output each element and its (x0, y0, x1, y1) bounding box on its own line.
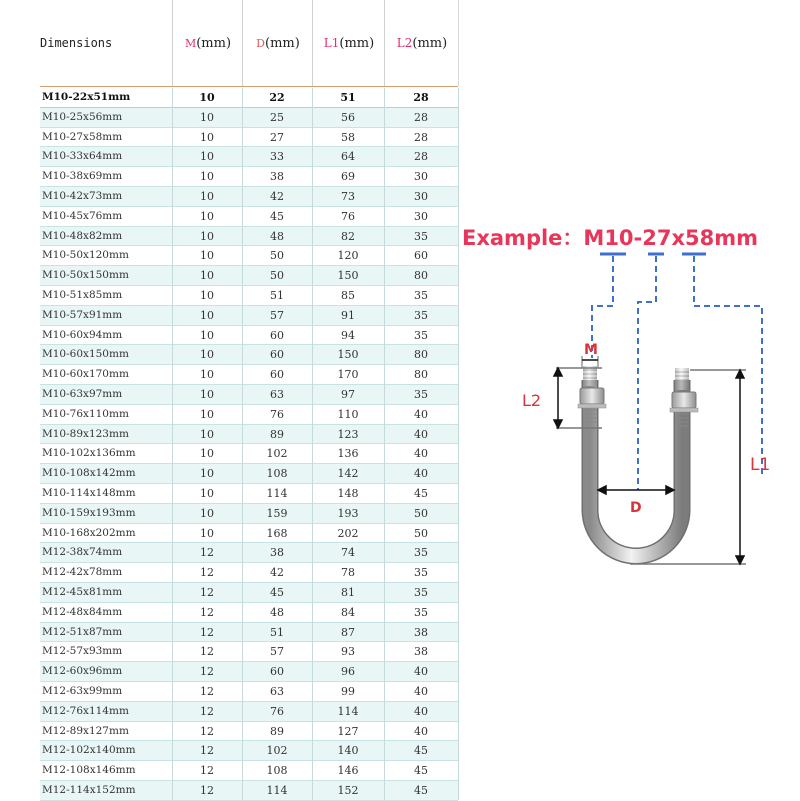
dimension-cell: M12-38x74mm (42, 546, 123, 559)
m-cell: 10 (200, 447, 214, 461)
dimension-cell: M12-108x146mm (42, 764, 136, 777)
m-cell: 10 (200, 229, 214, 243)
d-cell: 50 (270, 269, 284, 283)
l2-cell: 28 (413, 91, 429, 104)
l1-cell: 120 (337, 249, 359, 263)
l2-cell: 35 (414, 585, 428, 599)
table-row (40, 781, 458, 801)
l2-cell: 38 (414, 645, 428, 659)
dimensions-table (40, 88, 458, 801)
l1-cell: 81 (341, 585, 355, 599)
table-row (40, 187, 458, 207)
label-l1: L1 (750, 455, 771, 475)
dimension-cell: M10-33x64mm (42, 150, 123, 163)
u-bolt-diagram (480, 240, 800, 600)
l2-cell: 28 (414, 130, 428, 144)
dimension-cell: M10-60x94mm (42, 328, 123, 341)
d-cell: 42 (270, 189, 284, 203)
dimension-cell: M10-38x69mm (42, 170, 123, 183)
l1-cell: 96 (341, 665, 355, 679)
d-cell: 38 (270, 546, 284, 560)
dimension-cell: M10-102x136mm (42, 447, 136, 460)
l2-cell: 80 (414, 368, 428, 382)
l1-cell: 99 (341, 684, 355, 698)
table-row (40, 603, 458, 623)
d-cell: 45 (270, 209, 284, 223)
table-row (40, 484, 458, 504)
m-cell: 12 (200, 546, 214, 560)
dimension-cell: M10-27x58mm (42, 130, 123, 143)
dimension-cell: M10-25x56mm (42, 110, 123, 123)
m-cell: 10 (200, 407, 214, 421)
l2-cell: 50 (414, 506, 428, 520)
l2-cell: 40 (414, 447, 428, 461)
d-cell: 51 (270, 288, 284, 302)
header-right-border (458, 0, 459, 86)
column-divider (458, 88, 459, 800)
dimension-cell: M12-102x140mm (42, 744, 136, 757)
l2-cell: 45 (414, 764, 428, 778)
d-cell: 48 (270, 229, 284, 243)
l1-cell: 148 (337, 486, 359, 500)
d-cell: 60 (270, 348, 284, 362)
d-cell: 33 (270, 150, 284, 164)
l1-cell: 127 (337, 724, 359, 738)
d-cell: 45 (270, 585, 284, 599)
m-cell: 10 (200, 249, 214, 263)
dimension-cell: M12-45x81mm (42, 585, 123, 598)
m-cell: 10 (200, 308, 214, 322)
table-row (40, 425, 458, 445)
table-row (40, 147, 458, 167)
m-cell: 12 (200, 566, 214, 580)
l1-cell: 85 (341, 288, 355, 302)
table-row (40, 682, 458, 702)
d-cell: 76 (270, 704, 284, 718)
l2-cell: 28 (414, 110, 428, 124)
table-row (40, 741, 458, 761)
d-cell: 114 (266, 783, 288, 797)
dimension-cell: M10-45x76mm (42, 209, 123, 222)
d-cell: 25 (270, 110, 284, 124)
dimension-cell: M12-76x114mm (42, 704, 129, 717)
l2-cell: 30 (414, 170, 428, 184)
m-cell: 12 (200, 764, 214, 778)
d-cell: 50 (270, 249, 284, 263)
l1-cell: 74 (341, 546, 355, 560)
table-row (40, 246, 458, 266)
table-row (40, 543, 458, 563)
l1-cell: 94 (341, 328, 355, 342)
m-cell: 10 (200, 209, 214, 223)
m-cell: 10 (199, 91, 215, 104)
l2-cell: 35 (414, 605, 428, 619)
l2-cell: 28 (414, 150, 428, 164)
l1-cell: 87 (341, 625, 355, 639)
label-d: D (630, 500, 642, 516)
m-cell: 10 (200, 269, 214, 283)
m-cell: 10 (200, 387, 214, 401)
dimension-cell: M12-51x87mm (42, 625, 123, 638)
table-row (40, 642, 458, 662)
column-divider (242, 88, 243, 800)
dimension-cell: M10-42x73mm (42, 189, 123, 202)
label-l2: L2 (522, 391, 542, 410)
l2-cell: 50 (414, 526, 428, 540)
l1-cell: 142 (337, 467, 359, 481)
m-cell: 10 (200, 328, 214, 342)
l2-cell: 40 (414, 467, 428, 481)
l1-cell: 76 (341, 209, 355, 223)
table-row (40, 108, 458, 128)
m-cell: 10 (200, 427, 214, 441)
m-cell: 10 (200, 368, 214, 382)
example-title: Example：M10-27x58mm (462, 226, 759, 250)
table-row (40, 722, 458, 742)
m-cell: 12 (200, 645, 214, 659)
d-cell: 60 (270, 328, 284, 342)
l1-cell: 114 (337, 704, 359, 718)
table-row (40, 623, 458, 643)
l2-cell: 40 (414, 665, 428, 679)
l1-cell: 110 (337, 407, 359, 421)
table-row (40, 524, 458, 544)
m-cell: 10 (200, 526, 214, 540)
l2-cell: 38 (414, 625, 428, 639)
table-row (40, 385, 458, 405)
table-row (40, 227, 458, 247)
l2-cell: 35 (414, 328, 428, 342)
d-cell: 63 (270, 684, 284, 698)
l2-cell: 30 (414, 189, 428, 203)
d-cell: 114 (266, 486, 288, 500)
d-cell: 60 (270, 368, 284, 382)
l2-cell: 35 (414, 566, 428, 580)
table-row (40, 167, 458, 187)
d-cell: 89 (270, 427, 284, 441)
l2-cell: 45 (414, 744, 428, 758)
l2-cell: 30 (414, 209, 428, 223)
dimension-cell: M12-48x84mm (42, 605, 123, 618)
l1-cell: 123 (337, 427, 359, 441)
l1-cell: 202 (337, 526, 359, 540)
d-cell: 63 (270, 387, 284, 401)
header-d: D (mm) (242, 0, 313, 86)
table-row (40, 88, 458, 108)
header-l2: L2 (mm) (384, 0, 459, 86)
d-cell: 27 (270, 130, 284, 144)
table-row (40, 761, 458, 781)
d-cell: 22 (269, 91, 285, 104)
m-cell: 12 (200, 665, 214, 679)
d-cell: 89 (270, 724, 284, 738)
table-row (40, 583, 458, 603)
dimension-cell: M12-114x152mm (42, 783, 136, 796)
dimension-cell: M12-57x93mm (42, 645, 123, 658)
dimension-cell: M10-63x97mm (42, 387, 123, 400)
dimension-cell: M10-50x120mm (42, 249, 129, 262)
header-dimensions: Dimensions (40, 36, 113, 50)
l2-cell: 45 (414, 486, 428, 500)
dimension-cell: M10-168x202mm (42, 526, 136, 539)
l2-cell: 35 (414, 229, 428, 243)
m-cell: 10 (200, 506, 214, 520)
d-cell: 102 (266, 447, 288, 461)
l1-cell: 78 (341, 566, 355, 580)
d-cell: 76 (270, 407, 284, 421)
m-cell: 10 (200, 130, 214, 144)
m-cell: 10 (200, 150, 214, 164)
d-cell: 51 (270, 625, 284, 639)
column-divider (172, 88, 173, 800)
column-divider (312, 88, 313, 800)
m-cell: 12 (200, 585, 214, 599)
l1-cell: 170 (337, 368, 359, 382)
label-m: M (584, 342, 598, 358)
m-cell: 10 (200, 486, 214, 500)
m-cell: 12 (200, 724, 214, 738)
l1-cell: 140 (337, 744, 359, 758)
m-cell: 12 (200, 625, 214, 639)
table-row (40, 207, 458, 227)
l1-cell: 146 (337, 764, 359, 778)
table-row (40, 405, 458, 425)
l1-cell: 69 (341, 170, 355, 184)
d-cell: 48 (270, 605, 284, 619)
table-row (40, 662, 458, 682)
dimension-cell: M12-42x78mm (42, 566, 123, 579)
d-cell: 38 (270, 170, 284, 184)
l1-cell: 193 (337, 506, 359, 520)
l2-cell: 35 (414, 387, 428, 401)
table-row (40, 128, 458, 148)
d-cell: 57 (270, 645, 284, 659)
dimension-cell: M10-51x85mm (42, 288, 123, 301)
dimension-cell: M10-60x170mm (42, 368, 129, 381)
d-cell: 108 (266, 467, 288, 481)
l1-cell: 58 (341, 130, 355, 144)
dimension-cell: M10-108x142mm (42, 467, 136, 480)
table-row (40, 306, 458, 326)
dimension-cell: M10-159x193mm (42, 506, 136, 519)
column-divider (384, 88, 385, 800)
dimension-cell: M10-89x123mm (42, 427, 129, 440)
m-cell: 10 (200, 170, 214, 184)
dimension-cell: M12-60x96mm (42, 665, 123, 678)
l2-cell: 35 (414, 308, 428, 322)
dimension-cell: M10-22x51mm (42, 91, 131, 103)
dimension-cell: M10-50x150mm (42, 269, 129, 282)
dimension-cell: M10-48x82mm (42, 229, 123, 242)
table-row (40, 365, 458, 385)
l1-cell: 97 (341, 387, 355, 401)
table-row (40, 286, 458, 306)
l2-cell: 40 (414, 407, 428, 421)
d-cell: 102 (266, 744, 288, 758)
l1-cell: 82 (341, 229, 355, 243)
l2-cell: 80 (414, 269, 428, 283)
l1-cell: 150 (337, 348, 359, 362)
l2-cell: 40 (414, 724, 428, 738)
table-row (40, 464, 458, 484)
table-row (40, 563, 458, 583)
dimension-cell: M12-63x99mm (42, 684, 123, 697)
m-cell: 12 (200, 744, 214, 758)
l1-cell: 64 (341, 150, 355, 164)
table-header (40, 0, 458, 87)
l1-cell: 150 (337, 269, 359, 283)
l2-cell: 40 (414, 427, 428, 441)
l2-cell: 35 (414, 288, 428, 302)
dimension-cell: M10-57x91mm (42, 308, 123, 321)
table-row (40, 326, 458, 346)
table-row (40, 444, 458, 464)
l1-cell: 152 (337, 783, 359, 797)
m-cell: 12 (200, 783, 214, 797)
dimension-cell: M10-76x110mm (42, 407, 129, 420)
m-cell: 10 (200, 467, 214, 481)
l1-cell: 93 (341, 645, 355, 659)
d-cell: 159 (266, 506, 288, 520)
l2-cell: 60 (414, 249, 428, 263)
d-cell: 60 (270, 665, 284, 679)
l1-cell: 56 (341, 110, 355, 124)
l1-cell: 136 (337, 447, 359, 461)
table-row (40, 266, 458, 286)
table-row (40, 504, 458, 524)
dimension-cell: M12-89x127mm (42, 724, 129, 737)
dimension-cell: M10-114x148mm (42, 486, 136, 499)
m-cell: 10 (200, 110, 214, 124)
table-row (40, 702, 458, 722)
l2-cell: 45 (414, 783, 428, 797)
m-cell: 10 (200, 288, 214, 302)
l1-cell: 91 (341, 308, 355, 322)
l2-cell: 40 (414, 704, 428, 718)
l1-cell: 51 (340, 91, 356, 104)
l1-cell: 73 (341, 189, 355, 203)
m-cell: 12 (200, 684, 214, 698)
m-cell: 10 (200, 348, 214, 362)
table-row (40, 345, 458, 365)
d-cell: 108 (266, 764, 288, 778)
dimension-cell: M10-60x150mm (42, 348, 129, 361)
l2-cell: 40 (414, 684, 428, 698)
header-l1: L1 (mm) (312, 0, 385, 86)
m-cell: 12 (200, 605, 214, 619)
d-cell: 57 (270, 308, 284, 322)
header-m: M (mm) (172, 0, 243, 86)
d-cell: 42 (270, 566, 284, 580)
l2-cell: 35 (414, 546, 428, 560)
m-cell: 12 (200, 704, 214, 718)
m-cell: 10 (200, 189, 214, 203)
d-cell: 168 (266, 526, 288, 540)
l2-cell: 80 (414, 348, 428, 362)
l1-cell: 84 (341, 605, 355, 619)
